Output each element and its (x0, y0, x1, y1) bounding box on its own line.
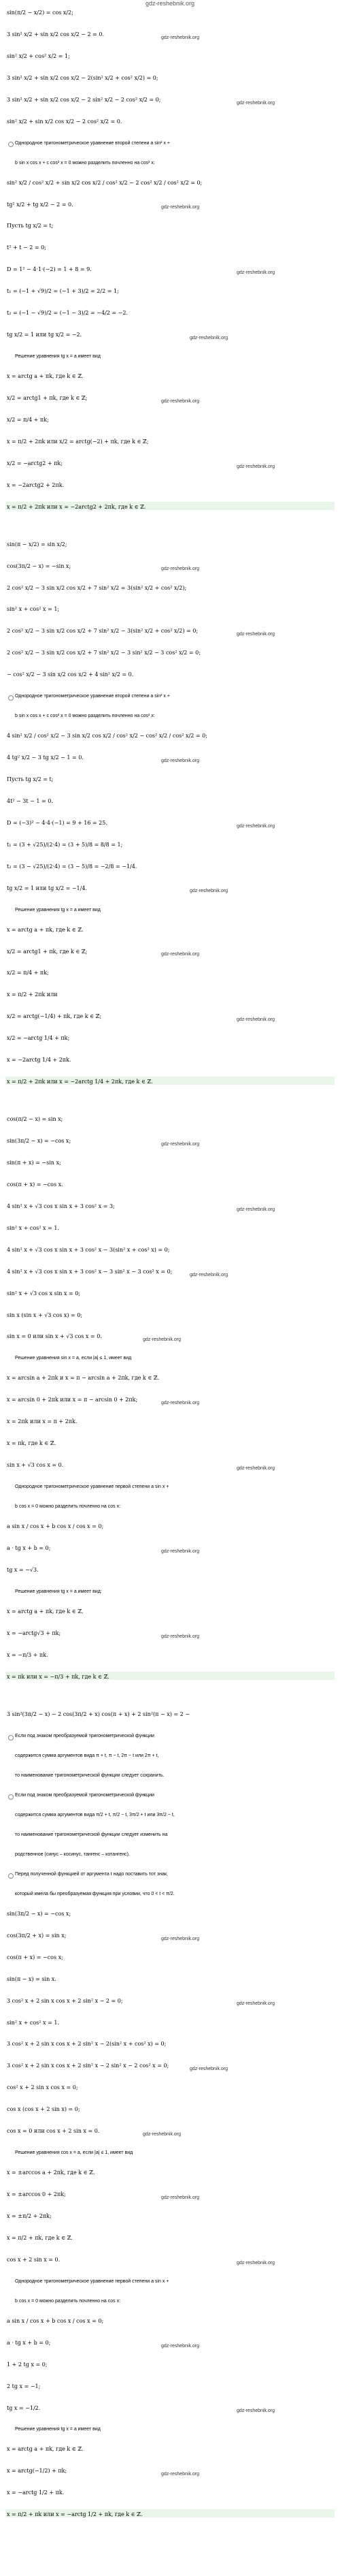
rule-note: Если под знаком преобразуемой тригонометрической функции (15, 1734, 154, 1738)
watermark-text: gdz-reshebnik.org (161, 952, 200, 957)
equation-line: x = ±π/2 + 2πk; (7, 2213, 52, 2219)
equation-line: x = arctg a + πk, где k ∈ ℤ. (7, 927, 84, 933)
equation-line: x = −2arctg 1/4 + 2πk. (7, 1057, 71, 1063)
watermark-text: gdz-reshebnik.org (161, 35, 200, 40)
note-bullet-icon (8, 1735, 14, 1740)
watermark-text: gdz-reshebnik.org (237, 2261, 275, 2265)
equation-line: t₁ = (−1 + √9)/2 = (−1 + 3)/2 = 2/2 = 1; (7, 288, 119, 294)
equation-line: x = 2πk или x = π + 2πk. (7, 1418, 78, 1425)
equation-line: x = ±arccos 0 + 2πk; (7, 2191, 66, 2197)
equation-line: Пусть tg x/2 = t; (7, 776, 54, 782)
watermark-text: gdz-reshebnik.org (161, 2195, 200, 2200)
site-name: gdz-reshebnik.org (145, 0, 195, 7)
watermark-text: gdz-reshebnik.org (237, 1466, 275, 1471)
equation-line: sin² x + cos² x = 1; (7, 606, 60, 612)
note-bullet-icon (8, 1873, 14, 1879)
equation-line: sin x = 0 или sin x + √3 cos x = 0. (7, 1333, 102, 1339)
watermark-text: gdz-reshebnik.org (143, 1337, 182, 1342)
equation-line: sin(3π/2 − x) = −cos x; (7, 1911, 71, 1917)
equation-line: sin² x/2 + cos² x/2 = 1; (7, 53, 70, 59)
equation-line: 1 + 2 tg x = 0; (7, 2362, 48, 2368)
equation-line: 4 sin² x + √3 cos x sin x + 3 cos² x − 3 sin² x − 3 cos² x = 0; (7, 1269, 173, 1275)
site-header (0, 0, 340, 8)
equation-line: 3 sin² x/2 + sin x/2 cos x/2 − 2 = 0. (7, 31, 105, 37)
equation-line: x = arcsin 0 + 2πk или x = π − arcsin 0 + 2πk; (7, 1397, 138, 1403)
watermark-text: gdz-reshebnik.org (161, 2344, 200, 2349)
equation-line: 2 tg x = −1; (7, 2383, 41, 2389)
equation-line: 2 cos² x/2 − 3 sin x/2 cos x/2 + 7 sin² x/2 − 3(sin² x/2 + cos² x/2) = 0; (7, 628, 199, 634)
equation-line: 3 sin² x/2 + sin x/2 cos x/2 − 2 sin² x/2 − 2 cos² x/2 = 0; (7, 97, 161, 103)
equation-line: t₁ = (3 + √25)/(2·4) = (3 + 5)/8 = 8/8 = 1; (7, 842, 123, 848)
equation-line: x/2 = π/4 + πk; (7, 417, 49, 423)
equation-line: a sin x / cos x + b cos x / cos x = 0; (7, 2318, 104, 2324)
watermark-text: gdz-reshebnik.org (190, 336, 228, 340)
rule-note: то наименование тригонометрической функции следует сохранить. (15, 1773, 165, 1778)
watermark-text: gdz-reshebnik.org (237, 1207, 275, 1212)
equation-line: 3 cos² x + 2 sin x cos x + 2 sin² x − 2 = 0; (7, 1998, 123, 2004)
watermark-text: gdz-reshebnik.org (237, 1017, 275, 1022)
watermark-text: gdz-reshebnik.org (190, 1273, 228, 1277)
rule-note: Решение уравнения cos x = a, если |a| ≤ 1, имеет вид (15, 2150, 133, 2155)
rule-note: Если под знаком преобразуемой тригонометрической функции (15, 1793, 154, 1798)
equation-line: D = (−3)² − 4·4·(−1) = 9 + 16 = 25. (7, 820, 107, 826)
equation-line: x = ±arccos a + 2πk, где k ∈ ℤ. (7, 2169, 95, 2176)
equation-line: 2 cos² x/2 − 3 sin x/2 cos x/2 + 7 sin² x/2 = 3(sin² x/2 + cos² x/2); (7, 585, 187, 591)
watermark-text: gdz-reshebnik.org (143, 2132, 182, 2137)
equation-line: sin² x + √3 cos x sin x = 0; (7, 1290, 81, 1297)
equation-line: x/2 = π/4 + πk; (7, 970, 49, 976)
watermark-text: gdz-reshebnik.org (161, 205, 200, 210)
rule-note: b sin x cos x + c cos² x = 0 можно разделить почленно на cos² x: (15, 161, 155, 165)
equation-line: cos(π/2 − x) = sin x; (7, 1116, 63, 1122)
rule-note: содержится сумма аргументов вида π/2 + t, π/2 − t, 3π/2 + t или 3π/2 − t, (15, 1813, 175, 1817)
rule-note: Решение уравнения tg x = a имеет вид: (15, 1589, 102, 1594)
equation-line: x = −arctg√3 + πk; (7, 1630, 61, 1636)
watermark-text: gdz-reshebnik.org (237, 632, 275, 637)
equation-line: sin² x + cos² x = 1. (7, 1225, 59, 1231)
equation-line: 3 sin² x/2 + sin x/2 cos x/2 − 2(sin² x/2 + cos² x/2) = 0; (7, 75, 158, 81)
rule-note: b sin x cos x + c cos² x = 0 можно разделить почленно на cos² x: (15, 714, 155, 718)
watermark-text: gdz-reshebnik.org (161, 399, 200, 404)
watermark-text: gdz-reshebnik.org (190, 889, 228, 893)
watermark-text: gdz-reshebnik.org (237, 270, 275, 275)
equation-line: tg² x/2 + tg x/2 − 2 = 0. (7, 202, 73, 208)
equation-line: x/2 = −arctg2 + πk; (7, 460, 63, 466)
equation-line: x/2 = arctg1 + πk, где k ∈ ℤ; (7, 949, 88, 955)
rule-note: родственное (синус – косинус, тангенс – котангенс). (15, 1852, 130, 1857)
watermark-text: gdz-reshebnik.org (161, 1549, 200, 1554)
watermark-text: gdz-reshebnik.org (161, 567, 200, 571)
equation-line: a · tg x + b = 0; (7, 1545, 51, 1551)
rule-note: Однородное тригонометрическое уравнение первой степени a sin x + (15, 2279, 169, 2284)
rule-note: Решение уравнения tg x = a имеет вид (15, 2427, 101, 2432)
equation-line: cos² x + 2 sin x cos x = 0; (7, 2084, 78, 2090)
watermark-text: gdz-reshebnik.org (237, 464, 275, 469)
equation-line: D = 1² − 4·1·(−2) = 1 + 8 = 9. (7, 266, 92, 272)
equation-line: a sin x / cos x + b cos x / cos x = 0; (7, 1523, 104, 1529)
rule-note: который имела бы преобразуемая функция при условии, что 0 < t < π/2. (15, 1892, 175, 1896)
rule-note: Однородное тригонометрическое уравнение второй степени a sin² x + (15, 694, 170, 699)
equation-line: sin² x/2 + sin x/2 cos x/2 − 2 cos² x/2 = 0. (7, 118, 122, 125)
equation-line: cos(3π/2 − x) = −sin x; (7, 563, 71, 569)
equation-line: t₂ = (−1 − √9)/2 = (−1 − 3)/2 = −4/2 = −2. (7, 310, 128, 316)
equation-line: x = −arctg 1/2 + πk. (7, 2490, 65, 2496)
watermark-text: gdz-reshebnik.org (190, 2067, 228, 2071)
rule-note: Решение уравнения sin x = a, если |a| ≤ 1, имеет вид (15, 1356, 132, 1361)
equation-line: 4t² − 3t − 1 = 0. (7, 798, 53, 804)
equation-line: 4 sin² x/2 / cos² x/2 − 3 sin x/2 cos x/2 / cos² x/2 − cos² x/2 / cos² x/2 = 0; (7, 733, 207, 739)
rule-note: содержится сумма аргументов вида π + t, π − t, 2π − t или 2π + t, (15, 1753, 159, 1758)
equation-line: x = π/2 + πk, где k ∈ ℤ. (7, 2235, 73, 2241)
rule-note: Однородное тригонометрическое уравнение первой степени a sin x + (15, 1484, 169, 1489)
watermark-text: gdz-reshebnik.org (161, 1142, 200, 1147)
watermark-text: gdz-reshebnik.org (161, 1634, 200, 1639)
rule-note: Решение уравнения tg x = a имеет вид (15, 354, 101, 359)
answer-line: x = π/2 + 2πk или x = −2arctg2 + 2πk, где k ∈ ℤ. (7, 504, 146, 510)
equation-line: tg x/2 = 1 или tg x/2 = −1/4. (7, 885, 87, 891)
answer-line: x = πk или x = −π/3 + πk, где k ∈ ℤ. (7, 1674, 109, 1680)
equation-line: sin(π − x) = sin x. (7, 1976, 56, 1982)
equation-line: cos(π + x) = −cos x; (7, 1954, 63, 1960)
equation-line: tg x/2 = 1 или tg x/2 = −2. (7, 332, 82, 338)
equation-line: 3 sin²(3π/2 − x) − 2 cos(3π/2 + x) cos(π + x) + 2 sin²(π − x) = 2 − (7, 1711, 190, 1717)
watermark-text: gdz-reshebnik.org (161, 1937, 200, 1941)
equation-line: cos(3π/2 + x) = sin x; (7, 1933, 67, 1939)
equation-line: cos x (cos x + 2 sin x) = 0; (7, 2106, 80, 2112)
equation-line: x = arctg a + πk, где k ∈ ℤ. (7, 1608, 84, 1615)
equation-line: sin x (sin x + √3 cos x) = 0; (7, 1312, 83, 1318)
equation-line: 3 cos² x + 2 sin x cos x + 2 sin² x − 2 sin² x − 2 cos² x = 0; (7, 2063, 169, 2069)
equation-line: x = arctg a + πk, где k ∈ ℤ. (7, 373, 84, 379)
equation-line: t² + t − 2 = 0; (7, 244, 46, 251)
equation-line: x/2 = arctg(−1/4) + πk, где k ∈ ℤ; (7, 1013, 102, 1019)
equation-line: tg x = −√3. (7, 1567, 39, 1573)
equation-line: sin(π + x) = −sin x; (7, 1160, 61, 1166)
rule-note: Решение уравнения tg x = a имеет вид (15, 908, 101, 912)
equation-line: 4 tg² x/2 − 3 tg x/2 − 1 = 0. (7, 754, 84, 761)
rule-note: b cos x = 0 можно разделить почленно на cos x: (15, 2299, 121, 2304)
equation-line: sin² x + cos² x = 1. (7, 2020, 59, 2026)
equation-line: x = arctg(−1/2) + πk; (7, 2468, 67, 2474)
rule-note: Однородное тригонометрическое уравнение второй степени a sin² x + (15, 141, 170, 146)
equation-line: x/2 = arctg1 + πk, где k ∈ ℤ; (7, 395, 88, 401)
equation-line: a · tg x + b = 0; (7, 2340, 51, 2346)
equation-line: sin² x/2 / cos² x/2 + sin x/2 cos x/2 / cos² x/2 − 2 cos² x/2 / cos² x/2 = 0; (7, 180, 203, 186)
equation-line: sin(3π/2 − x) = −cos x; (7, 1138, 71, 1144)
answer-line: x = π/2 + πk или x = −arctg 1/2 + πk, где k ∈ ℤ. (7, 2511, 143, 2517)
note-bullet-icon (8, 695, 14, 701)
equation-line: x = π/2 + 2πk или (7, 991, 58, 998)
equation-line: 2 cos² x/2 − 3 sin x/2 cos x/2 + 7 sin² x/2 − 3 sin² x/2 − 3 cos² x/2 = 0; (7, 650, 201, 656)
equation-line: sin(π − x/2) = sin x/2; (7, 541, 67, 547)
rule-note: то наименование тригонометрической функции следует изменить на (15, 1832, 168, 1837)
watermark-text: gdz-reshebnik.org (161, 759, 200, 763)
watermark-text: gdz-reshebnik.org (161, 1401, 200, 1405)
note-bullet-icon (8, 1794, 14, 1800)
equation-line: t₂ = (3 − √25)/(2·4) = (3 − 5)/8 = −2/8 = −1/4. (7, 863, 137, 870)
equation-line: x = arctg a + πk, где k ∈ ℤ. (7, 2446, 84, 2452)
watermark-text: gdz-reshebnik.org (161, 2472, 200, 2477)
equation-line: sin(π/2 − x/2) = cos x/2; (7, 10, 73, 16)
watermark-text: gdz-reshebnik.org (237, 2408, 275, 2413)
watermark-text: gdz-reshebnik.org (237, 824, 275, 829)
equation-line: 4 sin² x + √3 cos x sin x + 3 cos² x = 3; (7, 1203, 115, 1209)
equation-line: 4 sin² x + √3 cos x sin x + 3 cos² x − 3(sin² x + cos² x) = 0; (7, 1247, 170, 1253)
equation-line: cos(π + x) = −cos x. (7, 1181, 63, 1188)
note-bullet-icon (8, 142, 14, 147)
equation-line: x = π/2 + 2πk или x/2 = arctg(−2) + πk, где k ∈ ℤ; (7, 439, 149, 445)
rule-note: b cos x = 0 можно разделить почленно на cos x: (15, 1504, 121, 1509)
equation-line: 3 cos² x + 2 sin x cos x + 2 sin² x − 2(sin² x + cos² x) = 0; (7, 2041, 167, 2047)
equation-line: cos x = 0 или cos x + 2 sin x = 0. (7, 2128, 100, 2134)
watermark-text: gdz-reshebnik.org (237, 101, 275, 106)
equation-line: x = arcsin a + 2πk и x = π − arcsin a + 2πk, где k ∈ ℤ. (7, 1375, 160, 1381)
equation-line: cos x + 2 sin x = 0. (7, 2257, 61, 2263)
equation-line: − cos² x/2 − 3 sin x/2 cos x/2 + 4 sin² x/2 = 0. (7, 671, 134, 678)
equation-line: x = πk, где k ∈ ℤ. (7, 1440, 56, 1446)
equation-line: x/2 = −arctg 1/4 + πk; (7, 1035, 70, 1041)
equation-line: Пусть tg x/2 = t; (7, 223, 54, 229)
equation-line: sin x + √3 cos x = 0. (7, 1462, 64, 1468)
equation-line: x = −2arctg2 + 2πk. (7, 482, 65, 488)
watermark-text: gdz-reshebnik.org (237, 2001, 275, 2006)
rule-note: Перед полученной функцией от аргумента t надо поставить тот знак, (15, 1872, 168, 1877)
equation-line: x = −π/3 + πk. (7, 1652, 48, 1658)
equation-line: tg x = −1/2. (7, 2405, 41, 2411)
answer-line: x = π/2 + 2πk или x = −2arctg 1/4 + 2πk, где k ∈ ℤ. (7, 1079, 153, 1085)
